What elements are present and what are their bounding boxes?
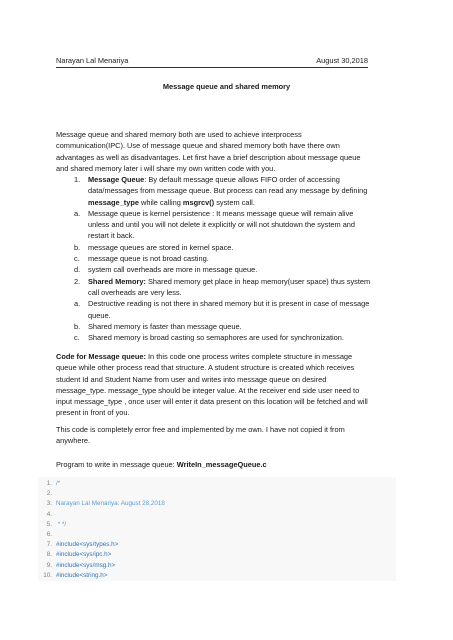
code-line xyxy=(38,540,396,550)
list-item-label: Message Queue xyxy=(88,175,145,184)
code-line-text: #include<sys/ipc.h> xyxy=(56,551,112,559)
code-line-number: 10. xyxy=(43,571,52,579)
list-item xyxy=(56,174,372,208)
code-line-number: 8. xyxy=(46,551,52,559)
list-item xyxy=(56,264,372,275)
list-marker: 2. xyxy=(74,276,81,286)
list-item-text: message queues are stored in kernel space. xyxy=(88,242,234,252)
list-item xyxy=(56,242,372,253)
program-heading xyxy=(56,459,372,470)
list-marker: c. xyxy=(74,333,80,343)
feature-list xyxy=(56,174,372,343)
list-marker: 1. xyxy=(74,175,81,184)
list-item-text: Destructive reading is not there in shared memory but it is present in case of message queue. xyxy=(88,299,370,320)
list-marker: a. xyxy=(74,208,81,218)
code-line-number: 5. xyxy=(46,520,52,528)
list-item-text: Message queue is kernel persistence : It means message queue will remain alive unless and until you will not delete it explicitly or will not shutdown the system and restart it back. xyxy=(88,208,356,241)
code-line-number: 9. xyxy=(46,561,52,569)
code-line xyxy=(38,530,396,540)
code-line-text: #include<sys/msg.h> xyxy=(56,561,116,569)
list-item-bold: msgrcv() xyxy=(182,197,215,207)
list-item xyxy=(56,276,372,299)
list-item-text: : By default message queue allows FIFO order of accessing data/messages from message queue. But process can read any message by defining xyxy=(88,175,368,196)
code-line xyxy=(38,561,396,571)
document-date: August 30,2018 xyxy=(316,56,368,65)
list-item xyxy=(56,298,372,321)
program-heading-text: Program to write in message queue: xyxy=(56,460,177,469)
code-line-number: 3. xyxy=(46,500,52,508)
code-line xyxy=(38,489,396,499)
list-item-text: message queue is not broad casting. xyxy=(88,254,209,264)
program-filename: WriteIn_messageQueue.c xyxy=(176,460,267,469)
list-item-text: while calling xyxy=(138,197,183,207)
list-item-text: system call overheads are more in message queue. xyxy=(88,265,258,275)
code-heading-label: Code for Message queue: xyxy=(56,352,146,361)
error-free-paragraph: This code is completely error free and implemented by me own. I have not copied it from anywhere. xyxy=(56,425,345,446)
list-item xyxy=(56,253,372,264)
code-line-text: Narayan Lal Menariya: August 28,2018 xyxy=(56,500,165,508)
list-item-bold: message_type xyxy=(88,197,139,207)
code-line-number: 6. xyxy=(46,531,52,538)
list-item xyxy=(56,208,372,242)
list-marker: b. xyxy=(74,321,81,331)
code-line-number: 1. xyxy=(46,480,52,487)
header-divider xyxy=(56,67,368,68)
list-item xyxy=(56,321,372,332)
list-item-text: Shared memory is faster than message queue. xyxy=(88,321,242,331)
code-description-paragraph xyxy=(56,351,372,419)
list-item xyxy=(56,332,372,343)
author-name: Narayan Lal Menariya xyxy=(56,56,129,65)
list-item-text: Shared memory get place in heap memory(user space) thus system call overheads are very less. xyxy=(88,276,371,297)
document-title: Message queue and shared memory xyxy=(162,82,291,91)
list-item-text: Shared memory is broad casting so semaphores are used for synchronization. xyxy=(88,333,344,343)
code-line xyxy=(38,571,396,581)
code-block xyxy=(38,477,396,581)
code-line-number: 7. xyxy=(46,541,52,549)
list-item-label: Shared Memory: xyxy=(88,276,146,286)
code-line-text: * */ xyxy=(56,520,67,528)
code-line xyxy=(38,520,396,530)
code-line-number: 4. xyxy=(46,510,52,518)
list-item-text: system call. xyxy=(214,197,255,207)
list-marker: b. xyxy=(74,242,81,252)
intro-paragraph: Message queue and shared memory both are used to achieve interprocess communication(IPC). Use of message queue and shared memory both have there own advantages as well as disadvantages. Let first have a brief description about message queue and shared memory later i will share my own written code with you. xyxy=(56,130,361,173)
code-line-text: #include<sys/types.h> xyxy=(56,541,119,549)
code-line xyxy=(38,510,396,520)
code-heading-text: In this code one process writes complete structure in message queue while other process read that structure. A student structure is created which receives student Id and Student Name from user and writes into message queue on desired message_type. message_type should be integer value. At the receiver end side user need to input message_type , once user will enter it data present on this location will be fetched and will present in front of you. xyxy=(56,352,368,418)
code-line xyxy=(38,550,396,560)
code-line-text: #include<string.h> xyxy=(56,571,108,579)
code-line xyxy=(38,499,396,509)
code-line xyxy=(38,479,396,489)
code-line-number: 2. xyxy=(46,490,52,498)
list-marker: a. xyxy=(74,299,81,309)
list-marker: c. xyxy=(74,254,80,264)
list-marker: d. xyxy=(74,265,81,275)
code-line-text: /* xyxy=(56,480,61,487)
